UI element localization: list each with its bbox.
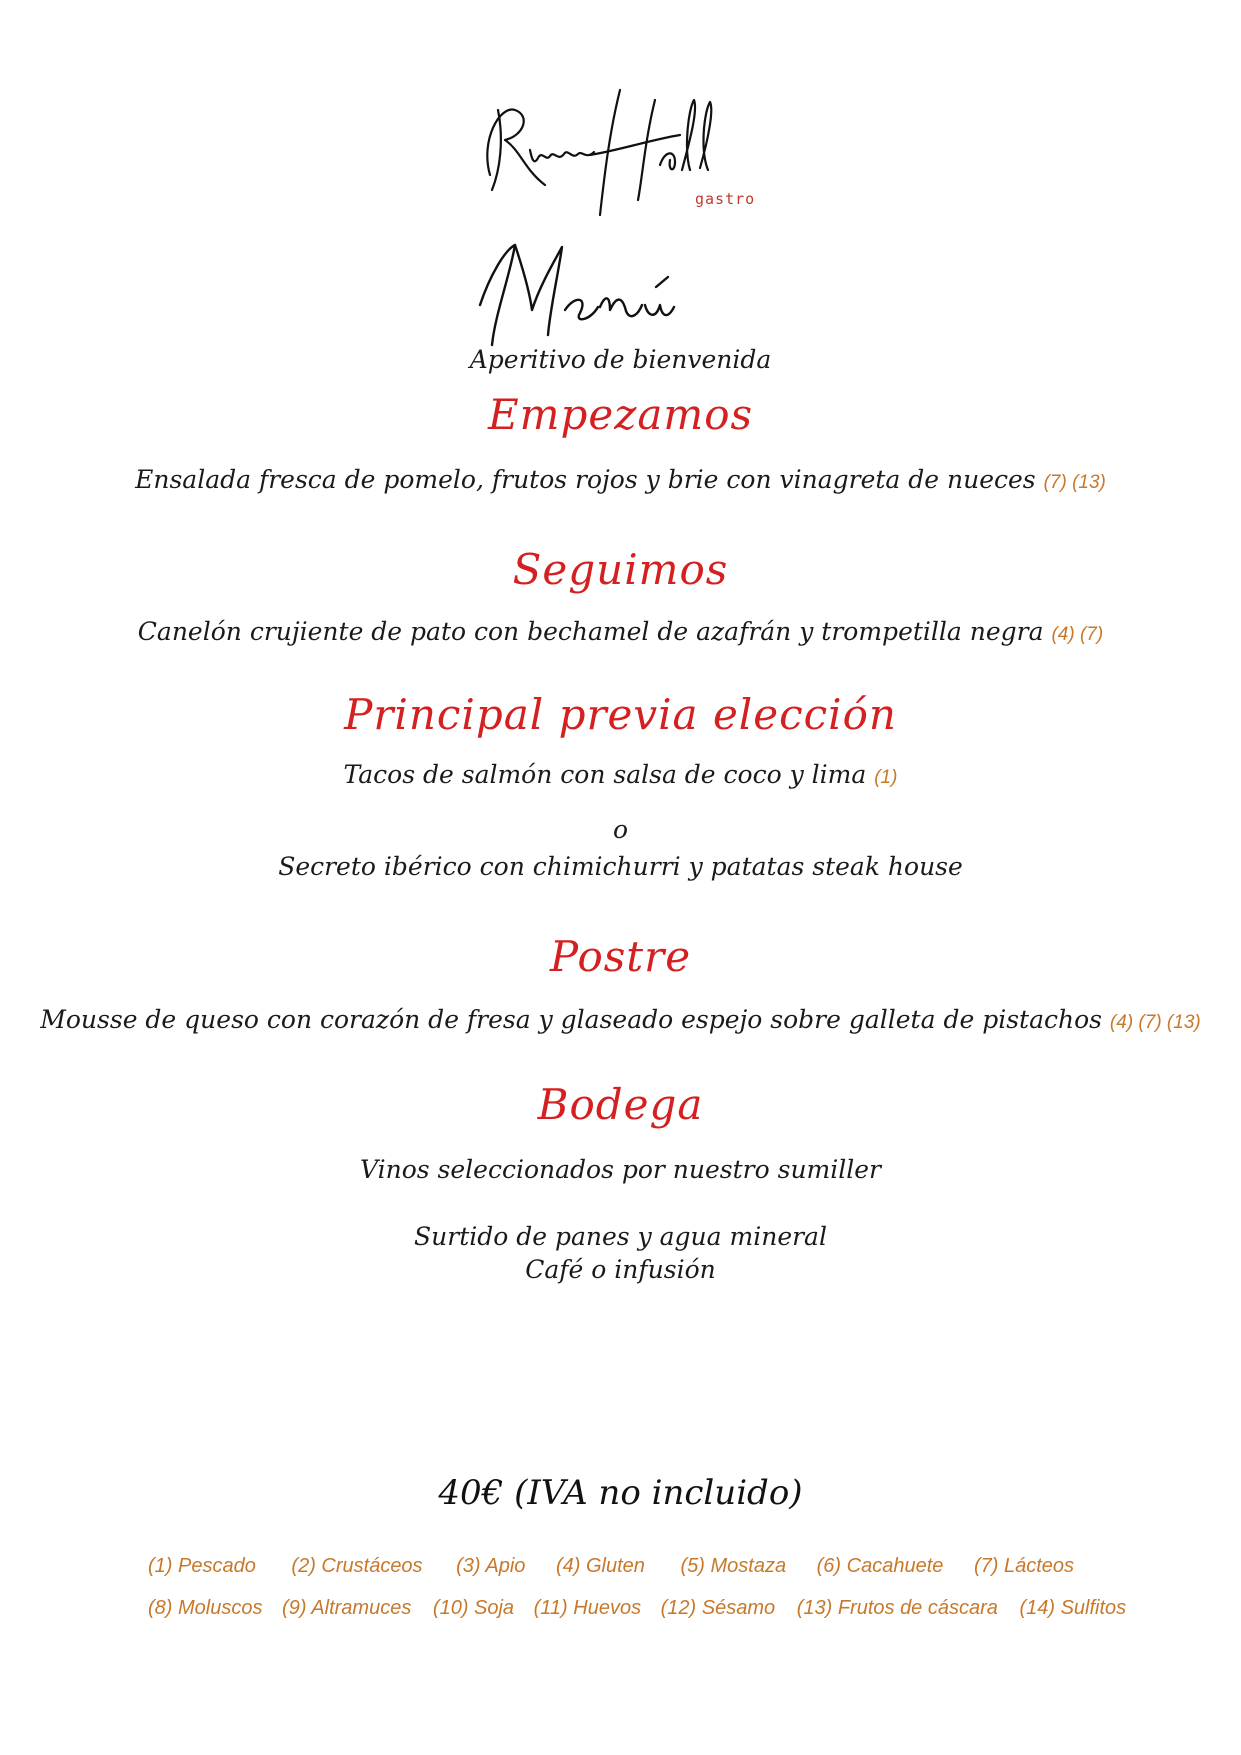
river-hall-logo: [470, 80, 790, 230]
dish-text: Tacos de salmón con salsa de coco y lima: [343, 760, 867, 789]
allergen-item: (3) Apio: [456, 1555, 526, 1577]
dish-text: Canelón crujiente de pato con bechamel de azafrán y trompetilla negra: [137, 617, 1044, 646]
section-title-empezamos: Empezamos: [487, 390, 754, 439]
dish-allergens: (4) (7): [1051, 624, 1104, 645]
allergen-legend-row-2: [148, 1597, 1126, 1620]
dish-allergens: (7) (13): [1043, 472, 1106, 493]
welcome-text: Aperitivo de bienvenida: [469, 345, 772, 374]
dish-text: Mousse de queso con corazón de fresa y glaseado espejo sobre galleta de pistachos: [40, 1005, 1102, 1034]
section-title-principal: Principal previa elección: [344, 690, 897, 739]
section-title-seguimos: Seguimos: [512, 545, 729, 594]
dish-text: Ensalada fresca de pomelo, frutos rojos y brie con vinagreta de nueces: [135, 465, 1036, 494]
allergen-item: (10) Soja: [432, 1597, 515, 1619]
allergen-item: (6) Cacahuete: [816, 1555, 944, 1577]
logo-gastro-text: gastro: [695, 190, 756, 208]
bodega-text: Vinos seleccionados por nuestro sumiller: [360, 1155, 881, 1184]
section-title-bodega: Bodega: [537, 1080, 704, 1129]
allergen-item: (7) Lácteos: [973, 1555, 1075, 1577]
allergen-item: (8) Moluscos: [148, 1597, 263, 1619]
allergen-item: (14) Sulfitos: [1019, 1597, 1127, 1619]
allergen-item: (4) Gluten: [555, 1555, 645, 1577]
extras-coffee: Café o infusión: [525, 1255, 716, 1284]
dish-principal-1: [0, 760, 1241, 789]
allergen-item: (5) Mostaza: [680, 1555, 787, 1577]
dish-principal-2: Secreto ibérico con chimichurri y patatas steak house: [278, 852, 963, 881]
dish-allergens: (1): [874, 767, 898, 788]
dish-principal-or: o: [612, 815, 629, 844]
dish-seguimos: [0, 617, 1241, 646]
allergen-legend-row-1: [148, 1555, 1074, 1578]
allergen-item: (11) Huevos: [533, 1597, 642, 1619]
extras-bread-water: Surtido de panes y agua mineral: [414, 1222, 827, 1251]
allergen-item: (1) Pescado: [148, 1555, 256, 1577]
section-title-postre: Postre: [549, 932, 692, 981]
dish-allergens: (4) (7) (13): [1109, 1012, 1201, 1033]
allergen-item: (9) Altramuces: [282, 1597, 412, 1619]
dish-postre: [0, 1005, 1241, 1034]
allergen-item: (2) Crustáceos: [291, 1555, 423, 1577]
price-text: 40€ (IVA no incluido): [438, 1473, 803, 1513]
allergen-item: (12) Sésamo: [660, 1597, 776, 1619]
allergen-item: (13) Frutos de cáscara: [796, 1597, 998, 1619]
dish-empezamos: [0, 465, 1241, 494]
